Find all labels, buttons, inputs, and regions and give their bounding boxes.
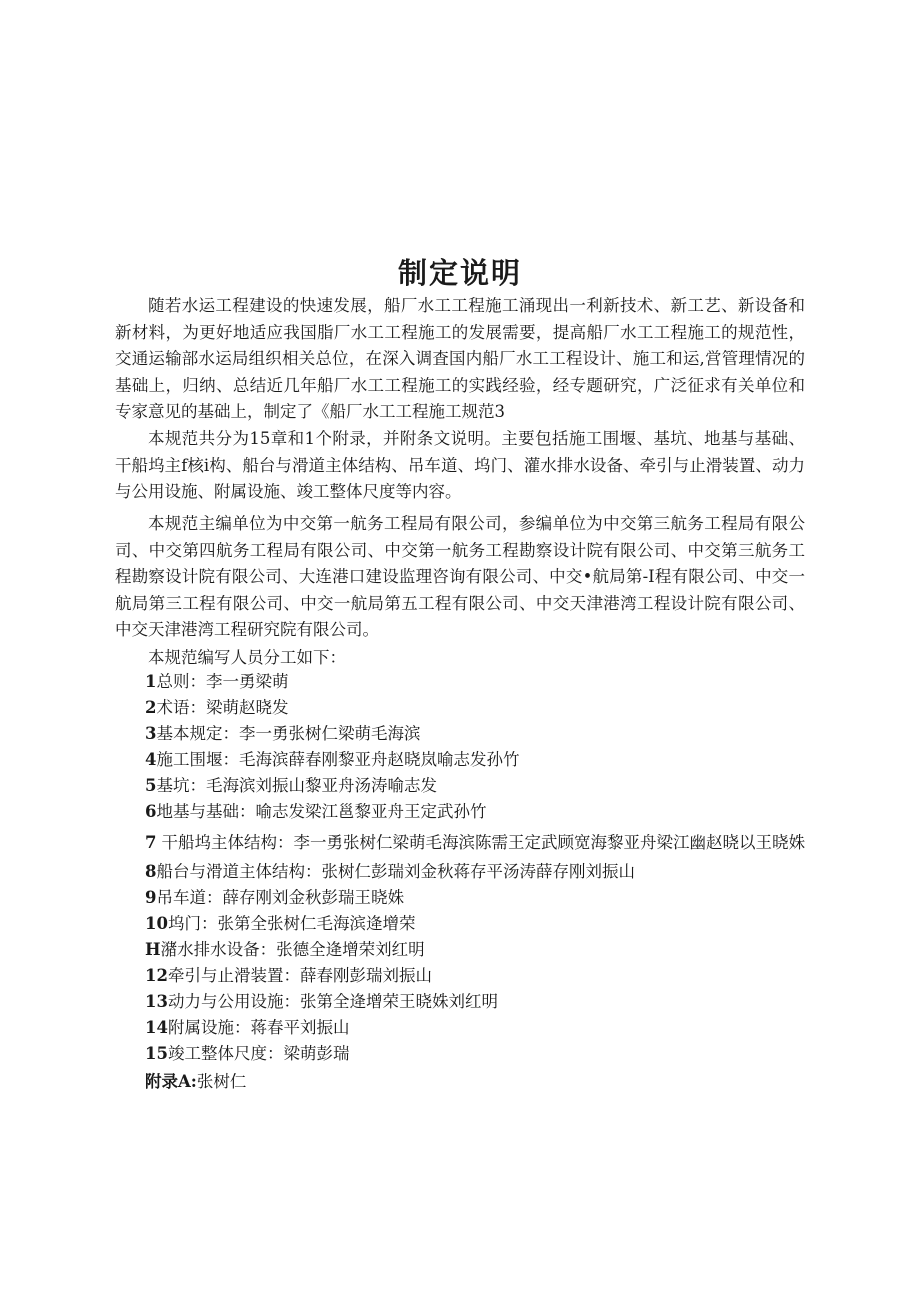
authors-heading: 本规范编写人员分工如下： [148,648,346,667]
role-item [145,695,810,721]
role-item [145,963,810,989]
intro-paragraph: 随若水运工程建设的快速发展，船厂水工工程施工涌现出一利新技术、新工艺、新设备和新材料，为更好地适应我国脂厂水工工程施工的发展需要，提高船厂水工工程施工的规范性，交通运输部水运局组织相关总位，在深入调査国内船厂水工工程设计、施工和运,営管理情况的基础上，归纳、总结近几年船厂水工工程施工的实践经验，经专题研究，广泛征求有关单位和专家意见的基础上，制定了《船厂水工工程施工规范3 [115,296,805,422]
role-number: 1 [145,672,157,691]
role-item-appendix [145,1069,810,1095]
role-number: 9 [145,888,157,907]
role-item [145,911,810,937]
role-item [145,669,810,695]
role-number: 10 [145,914,168,933]
units-paragraph: 本规范主编单位为中交第一航务工程局有限公司，参编单位为中交第三航务工程局有限公司、中交第四航务工程局有限公司、中交第一航务工程勘察设计院有限公司、中交第三航务工程勘察设计院有限公司、大连港口建设监理咨询有限公司、中交•航局第-I程有限公司、中交一航局第三工程有限公司、中交一航局第五工程有限公司、中交天津港湾工程设计院有限公司、中交天津港湾工程研究院有限公司。 [115,514,805,640]
role-number: 6 [145,802,157,821]
role-text: 吊车道：薛存刚刘金秋彭瑞王晓姝 [156,888,404,907]
role-number: 7 [145,833,157,852]
role-item [145,989,810,1015]
role-text: 潴水排水设备：张德全逄增荣刘红明 [160,940,425,959]
role-item [145,799,810,825]
role-number: 3 [145,724,157,743]
role-item [145,825,810,859]
role-number: 12 [145,966,168,985]
role-text: 施工围堰：毛海滨薛春刚黎亚舟赵晓岚喻志发孙竹 [156,750,520,769]
role-text: 张树仁 [196,1072,247,1091]
role-number: 14 [145,1018,168,1037]
role-text: 地基与基础：喻志发梁江邕黎亚舟王定武孙竹 [156,802,487,821]
role-number: 5 [145,776,157,795]
page-title: 制定说明 [397,256,522,291]
role-item [145,885,810,911]
role-number: 4 [145,750,157,769]
author-role-list [145,669,810,1095]
role-text: 基坑：毛海滨刘振山黎亚舟汤涛喻志发 [156,776,437,795]
role-text: 基本规定：李一勇张树仁梁萌毛海滨 [156,724,421,743]
role-item [145,747,810,773]
role-number: 15 [145,1044,168,1063]
role-number: 2 [145,698,157,717]
role-text: 总则：李一勇梁萌 [156,672,289,691]
role-number: 8 [145,862,157,881]
role-text: 术语：梁萌赵晓发 [156,698,289,717]
role-item [145,859,810,885]
role-number: H [145,940,161,959]
role-item [145,1015,810,1041]
role-text: 干船坞主体结构：李一勇张树仁梁萌毛海滨陈需王定武顾宽海黎亚舟梁江幽赵晓以王晓姝 [161,833,805,852]
role-item [145,773,810,799]
scope-paragraph: 本规范共分为15章和1个附录，并附条文说明。主要包括施工围堰、基坑、地基与基础、干船坞主f核i构、船台与滑道主体结构、吊车道、坞门、灌水排水设备、牵引与止滑装置、动力与公用设施、附属设施、竣工整体尺度等内容。 [115,429,805,502]
role-text: 船台与滑道主体结构：张树仁彭瑞刘金秋蒋存平汤涛薛存刚刘振山 [156,862,635,881]
role-item [145,937,810,963]
role-text: 动力与公用设施：张第全逄增荣王晓姝刘红明 [167,992,498,1011]
role-text: 坞门：张第全张树仁毛海滨逄增荣 [167,914,416,933]
role-item [145,721,810,747]
role-number: 附录A: [145,1072,197,1091]
role-text: 附属设施：蒋春平刘振山 [167,1018,350,1037]
role-number: 13 [145,992,168,1011]
role-text: 牵引与止滑装置：薛春刚彭瑞刘振山 [167,966,432,985]
role-item [145,1041,810,1067]
role-text: 竣工整体尺度：梁萌彭瑞 [167,1044,350,1063]
